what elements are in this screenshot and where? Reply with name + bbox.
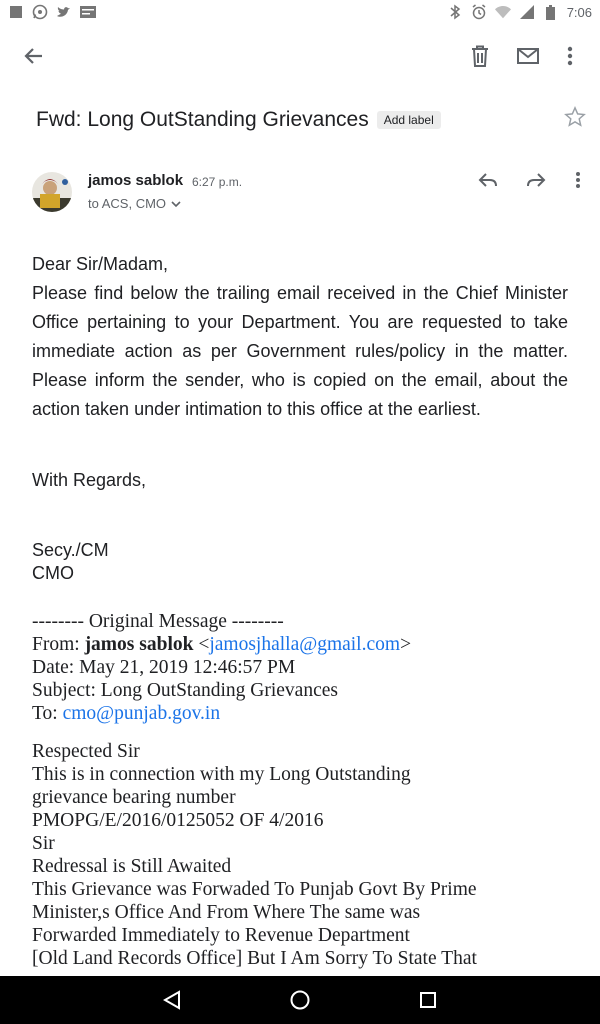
status-time: 7:06 [566, 4, 592, 20]
recipients-toggle[interactable] [88, 196, 182, 211]
message-line: Sir [32, 833, 55, 854]
signature-line: CMO [32, 563, 74, 583]
regards: With Regards, [32, 470, 147, 490]
to-line: To: cmo@punjab.gov.in [32, 703, 221, 724]
back-button[interactable] [14, 36, 54, 76]
bluetooth-icon [447, 4, 463, 20]
original-message-divider: -------- Original Message -------- [32, 611, 284, 632]
news-icon [80, 4, 96, 20]
more-options-button[interactable] [550, 36, 590, 76]
square-icon [8, 4, 24, 20]
sender-name: jamos sablok [88, 172, 184, 189]
add-label-button[interactable]: Add label [377, 111, 441, 129]
message-line: grievance bearing number [32, 787, 236, 808]
from-email-link[interactable]: jamosjhalla@gmail.com [209, 634, 401, 655]
email-subject: Fwd: Long OutStanding Grievances [36, 108, 369, 131]
message-line: This Grievance was Forwaded To Punjab Govt By Prime [32, 879, 477, 900]
signal-icon [519, 4, 535, 20]
more-vert-icon [575, 171, 581, 189]
forward-icon [526, 172, 546, 188]
message-line: Respected Sir [32, 741, 140, 762]
greeting: Dear Sir/Madam, [32, 254, 169, 274]
forward-button[interactable] [516, 160, 556, 200]
email-body [32, 250, 568, 424]
status-bar [0, 0, 600, 26]
mail-button[interactable] [508, 36, 548, 76]
message-line: Minister,s Office And From Where The same was [32, 902, 421, 923]
more-vert-icon [567, 46, 573, 66]
star-icon [564, 106, 586, 128]
email-time: 6:27 p.m. [192, 175, 243, 189]
whatsapp-icon [32, 4, 48, 20]
alarm-icon [471, 4, 487, 20]
date-line: Date: May 21, 2019 12:46:57 PM [32, 657, 296, 678]
message-line: This is in connection with my Long Outstanding [32, 764, 411, 785]
signature-line: Secy./CM [32, 540, 109, 560]
nav-recents-icon [419, 991, 437, 1009]
to-email-link[interactable]: cmo@punjab.gov.in [62, 703, 221, 724]
nav-home-button[interactable] [286, 986, 314, 1014]
message-line: Forwarded Immediately to Revenue Department [32, 925, 410, 946]
star-button[interactable] [562, 104, 588, 130]
from-name: jamos sablok [84, 634, 194, 655]
nav-back-button[interactable] [158, 986, 186, 1014]
reply-icon [478, 172, 498, 188]
nav-recents-button[interactable] [414, 986, 442, 1014]
wifi-icon [495, 4, 511, 20]
battery-icon [543, 4, 559, 20]
mail-icon [517, 48, 539, 64]
delete-button[interactable] [460, 36, 500, 76]
subject-line: Subject: Long OutStanding Grievances [32, 680, 338, 701]
message-line: Redressal is Still Awaited [32, 856, 232, 877]
nav-home-icon [289, 989, 311, 1011]
recipients-text: to ACS, CMO [88, 196, 167, 211]
body-paragraph: Please find below the trailing email received in the Chief Minister Office pertaining to your Department. You are requested to take immediate action as per Government rules/policy in the matter. Please inform the sender, who is copied on the email, about the action taken under intimation to this office at the earliest. [32, 283, 568, 419]
trash-icon [471, 45, 489, 67]
top-action-bar [0, 30, 600, 84]
from-line: From: jamos sablok <jamosjhalla@gmail.com> [32, 634, 412, 655]
reply-button[interactable] [468, 160, 508, 200]
original-message-header [32, 610, 572, 725]
avatar[interactable] [32, 172, 72, 212]
back-arrow-icon [24, 46, 44, 66]
original-message-body [32, 740, 572, 970]
message-line: PMOPG/E/2016/0125052 OF 4/2016 [32, 810, 324, 831]
twitter-icon [56, 4, 72, 20]
message-line: [Old Land Records Office] But I Am Sorry To State That [32, 948, 477, 969]
subject-row [36, 104, 576, 136]
system-nav-bar [0, 976, 600, 1024]
message-more-button[interactable] [558, 160, 598, 200]
nav-back-icon [163, 990, 181, 1010]
chevron-down-icon [170, 200, 182, 208]
